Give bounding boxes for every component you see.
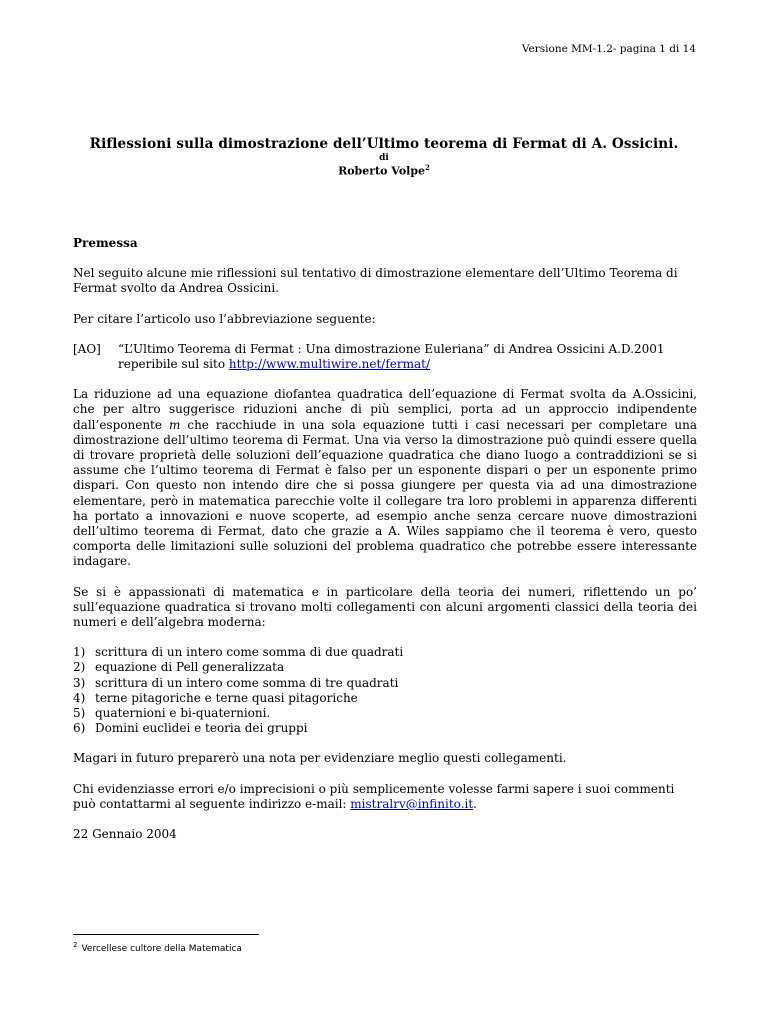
reference-entry	[73, 342, 697, 372]
list-item-text: quaternioni e bi-quaternioni.	[95, 706, 271, 721]
section-heading-premessa: Premessa	[73, 236, 138, 250]
contact-suffix: .	[473, 796, 477, 811]
reference-tag: [AO]	[73, 341, 101, 356]
author-name: Roberto Volpe	[338, 164, 426, 178]
title-di: di	[379, 153, 389, 163]
footnote	[73, 941, 242, 954]
body-paragraph-1	[73, 387, 697, 569]
list-item-number: 2)	[73, 660, 86, 675]
document-date: 22 Gennaio 2004	[73, 827, 177, 842]
body-paragraph-3: Magari in futuro preparerò una nota per evidenziare meglio questi collegamenti.	[73, 751, 567, 766]
intro-paragraph: Nel seguito alcune mie riflessioni sul tentativo di dimostrazione elementare dell’Ultimo Teorema di Fermat svolto da Andrea Ossicini.	[73, 266, 678, 296]
p1-text-b: che racchiude in una sola equazione tutti i casi necessari per completare una dimostrazione dell’ultimo teorema di Fermat. Una via verso la dimostrazione può quindi essere quella di trovare proprietà delle soluzioni dell’equazione quadratica che diano luogo a contraddizioni se si assume che l’ultimo teorema di Fermat è falso per un esponente dispari o per un esponente primo dispari. Con questo non intendo dire che si possa giungere per questa via ad una dimostrazione elementare, però in matematica parecchie volte il collegare tra loro problemi in apparenza differenti ha portato a innovazioni e nuove scoperte, ad esempio anche senza cercare nuove dimostrazioni dell’ultimo teorema di Fermat, dato che grazie a A. Wiles sappiamo che il teorema è vero, questo comporta delle limitazioni sulle soluzioni del problema quadratico che potrebbe essere interessante indagare.	[73, 417, 697, 569]
reference-url-link[interactable]: http://www.multiwire.net/fermat/	[228, 357, 431, 372]
author-line	[0, 163, 768, 178]
list-item-text: Domini euclidei e teoria dei gruppi	[95, 721, 308, 736]
list-item-text: scrittura di un intero come somma di due quadrati	[95, 645, 404, 660]
list-item-text: equazione di Pell generalizzata	[95, 660, 285, 675]
p1-text-a: La riduzione ad una equazione diofantea quadratica dell’equazione di Fermat svolta da A.Ossicini, che per altro suggerisce riduzioni anche di più semplici, porta ad un approccio indipendente dall’esponente	[73, 387, 697, 432]
list-item	[73, 721, 697, 736]
list-item-text: scrittura di un intero come somma di tre quadrati	[95, 675, 399, 690]
list-item-text: terne pitagoriche e terne quasi pitagoriche	[95, 690, 358, 705]
list-item-number: 3)	[73, 675, 86, 690]
footnote-text: Vercellese cultore della Matematica	[81, 944, 242, 954]
author-footnote-mark: 2	[425, 163, 430, 172]
exponent-variable: m	[168, 417, 181, 432]
contact-text: Chi evidenziasse errori e/o imprecisioni o più semplicemente volesse farmi sapere i suoi commenti può contattarmi al seguente indirizzo e-mail:	[73, 781, 675, 811]
title-block	[0, 136, 768, 178]
version-header: Versione MM-1.2- pagina 1 di 14	[521, 43, 696, 55]
email-link[interactable]: mistralrv@infinito.it	[350, 796, 474, 811]
list-item-number: 6)	[73, 721, 86, 736]
footnote-mark: 2	[73, 941, 78, 949]
cite-intro-paragraph: Per citare l’articolo uso l’abbreviazione seguente:	[73, 311, 376, 326]
list-item	[73, 676, 697, 691]
list-item	[73, 645, 697, 660]
list-item-number: 5)	[73, 706, 86, 721]
reference-title: “L’Ultimo Teorema di Fermat : Una dimostrazione Euleriana” di Andrea Ossicini A.D.2001	[118, 341, 665, 356]
reference-body	[118, 342, 697, 372]
list-item	[73, 706, 697, 721]
list-item	[73, 660, 697, 675]
document-title: Riflessioni sulla dimostrazione dell’Ultimo teorema di Fermat di A. Ossicini.	[89, 136, 679, 152]
footnote-divider	[73, 934, 259, 935]
topics-list	[73, 645, 697, 736]
list-item-number: 4)	[73, 690, 86, 705]
list-item-number: 1)	[73, 645, 86, 660]
reference-url-prefix: reperibile sul sito	[118, 357, 229, 372]
main-content	[73, 236, 697, 857]
reference-url-line	[118, 357, 697, 372]
contact-paragraph	[73, 782, 697, 812]
list-item	[73, 691, 697, 706]
body-paragraph-2: Se si è appassionati di matematica e in particolare della teoria dei numeri, riflettendo un po’ sull’equazione quadratica si trovano molti collegamenti con alcuni argomenti classici della teoria dei numeri e dell’algebra moderna:	[73, 584, 697, 630]
